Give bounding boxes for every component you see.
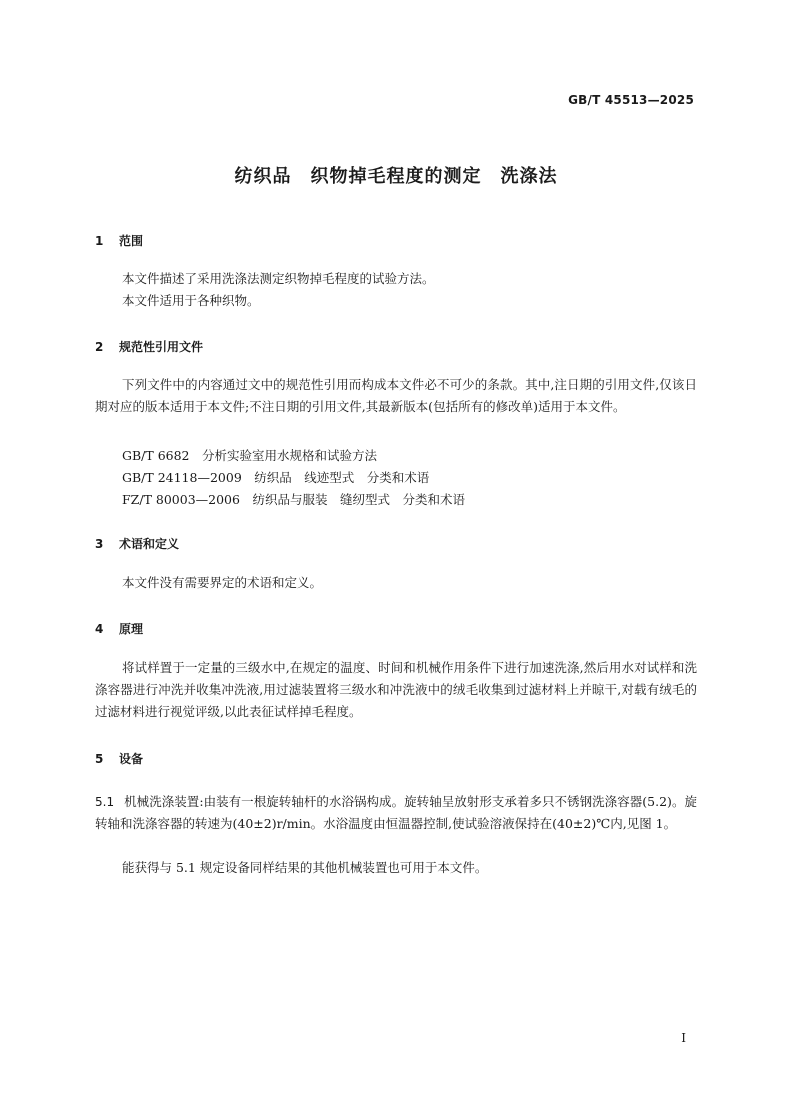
reference-item: GB/T 24118—2009 纺织品 线迹型式 分类和术语: [122, 470, 430, 485]
section-4-heading: [95, 620, 143, 637]
section-title: 原理: [119, 622, 144, 636]
section-title: 设备: [119, 752, 144, 766]
section-4-paragraph-1: 将试样置于一定量的三级水中,在规定的温度、时间和机械作用条件下进行加速洗涤,然后用水对试样和洗涤容器进行冲洗并收集冲洗液,用过滤装置将三级水和冲洗液中的绒毛收集到过滤材料上并晾干,对载有绒毛的过滤材料进行视觉评级,以此表征试样掉毛程度。: [95, 660, 697, 719]
section-5-heading: [95, 750, 143, 767]
section-3-paragraph-1: 本文件没有需要界定的术语和定义。: [122, 575, 323, 590]
clause-text: 机械洗涤装置:由装有一根旋转轴杆的水浴锅构成。旋转轴呈放射形支承着多只不锈钢洗涤容器(5.2)。旋转轴和洗涤容器的转速为(40±2)r/min。水浴温度由恒温器控制,使试验溶液保持在(40±2)℃内,见图 1。: [95, 794, 697, 831]
section-1-paragraph-2: 本文件适用于各种织物。: [122, 293, 260, 308]
section-3-heading: [95, 535, 179, 552]
section-1-paragraph-1: 本文件描述了采用洗涤法测定织物掉毛程度的试验方法。: [122, 271, 435, 286]
standard-code: GB/T 45513—2025: [568, 93, 694, 107]
section-title: 术语和定义: [119, 537, 180, 551]
reference-item: GB/T 6682 分析实验室用水规格和试验方法: [122, 448, 378, 463]
section-number: 4: [95, 622, 104, 636]
document-title: 纺织品 织物掉毛程度的测定 洗涤法: [234, 166, 558, 187]
section-number: 5: [95, 752, 104, 766]
section-number: 3: [95, 537, 104, 551]
section-title: 范围: [119, 234, 144, 248]
clause-number: 5.1: [95, 795, 115, 809]
section-number: 1: [95, 234, 104, 248]
section-number: 2: [95, 340, 104, 354]
clause-5-1-follow-paragraph: 能获得与 5.1 规定设备同样结果的其他机械装置也可用于本文件。: [122, 860, 488, 875]
reference-item: FZ/T 80003—2006 纺织品与服装 缝纫型式 分类和术语: [122, 492, 465, 507]
clause-5-1: [95, 791, 697, 835]
page-number: I: [681, 1031, 686, 1045]
section-2-heading: [95, 338, 203, 355]
section-title: 规范性引用文件: [119, 340, 204, 354]
section-1-heading: [95, 232, 143, 249]
section-2-paragraph-1: 下列文件中的内容通过文中的规范性引用而构成本文件必不可少的条款。其中,注日期的引用文件,仅该日期对应的版本适用于本文件;不注日期的引用文件,其最新版本(包括所有的修改单)适用于本文件。: [95, 377, 697, 414]
